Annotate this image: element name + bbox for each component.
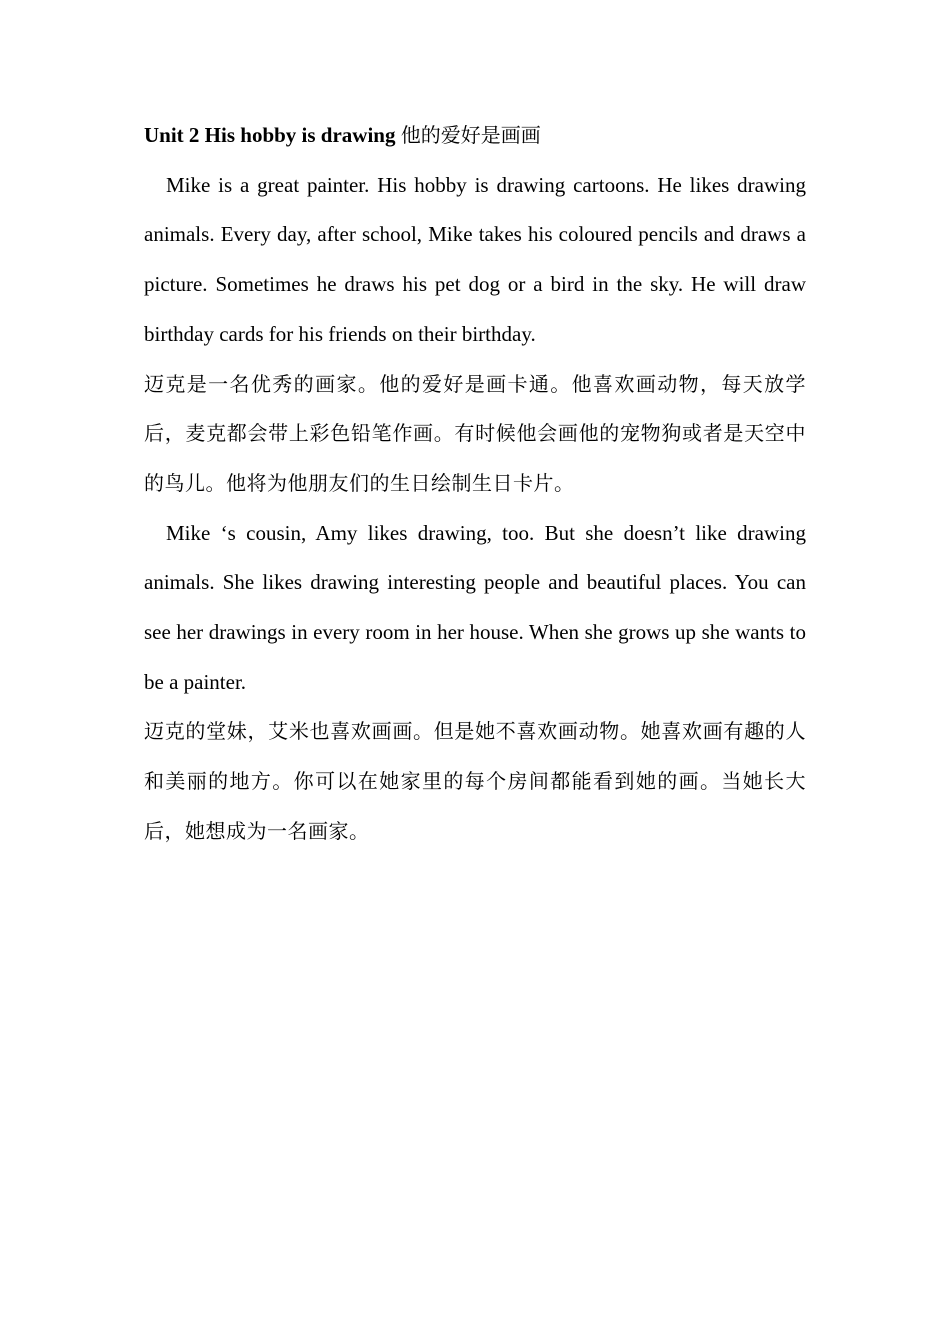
paragraph-1-chinese: 迈克是一名优秀的画家。他的爱好是画卡通。他喜欢画动物，每天放学后，麦克都会带上彩色铅笔作画。有时候他会画他的宠物狗或者是天空中的鸟儿。他将为他朋友们的生日绘制生日卡片。: [144, 371, 806, 495]
paragraph-1-english: Mike is a great painter. His hobby is drawing cartoons. He likes drawing animals. Every day, after school, Mike takes his coloured pencils and draws a picture. Sometimes he draws his pet dog or a bird in the sky. He will draw birthday cards for his friends on their birthday.: [144, 172, 806, 346]
title-chinese: 他的爱好是画画: [400, 123, 541, 147]
document-body: [144, 111, 806, 857]
title-english: Unit 2 His hobby is drawing: [144, 123, 396, 147]
page-title: [144, 111, 806, 161]
paragraph-2-chinese: 迈克的堂妹，艾米也喜欢画画。但是她不喜欢画动物。她喜欢画有趣的人和美丽的地方。你可以在她家里的每个房间都能看到她的画。当她长大后，她想成为一名画家。: [144, 719, 806, 843]
paragraph-2-english: Mike ‘s cousin, Amy likes drawing, too. But she doesn’t like drawing animals. She likes drawing interesting people and beautiful places. You can see her drawings in every room in her house. When she grows up she wants to be a painter.: [144, 520, 806, 694]
